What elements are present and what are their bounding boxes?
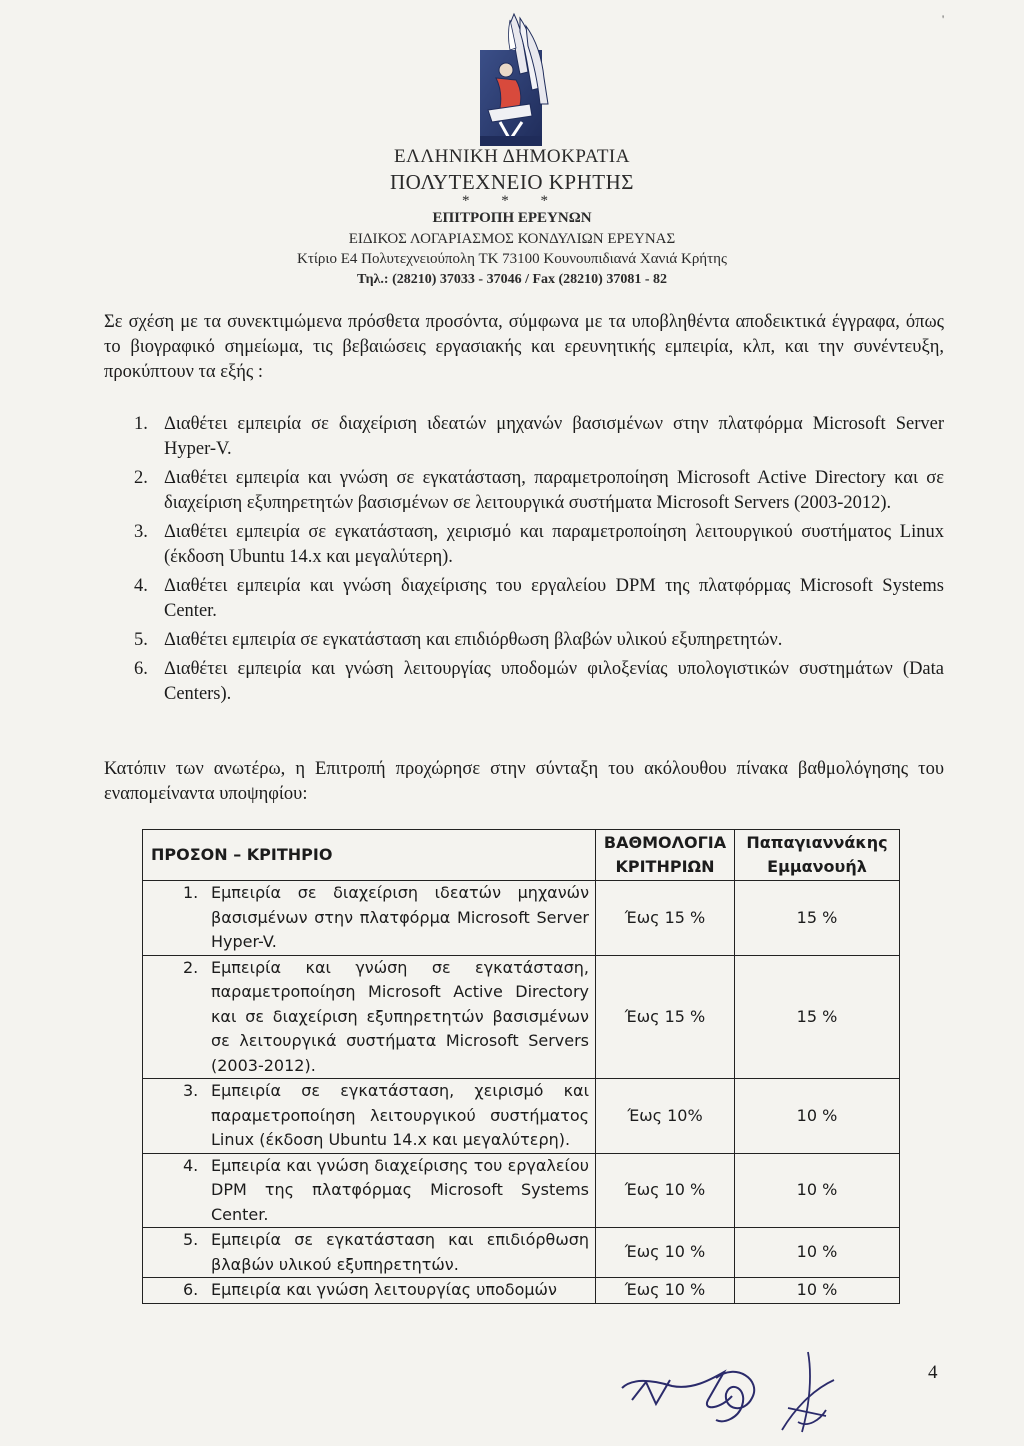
criterion-text: Εμπειρία και γνώση σε εγκατάσταση, παραμετροποίηση Microsoft Active Directory και σε διαχείριση εξυπηρετητών βασισμένων σε λειτουργικά συστήματα Microsoft Servers (2003-2012). — [211, 957, 589, 1075]
table-row — [143, 1228, 900, 1278]
candidate-score-cell: 10 % — [735, 1228, 900, 1278]
list-item — [104, 520, 944, 570]
findings-list — [104, 412, 944, 711]
list-item-number: 4. — [134, 576, 148, 596]
intro-paragraph: Σε σχέση με τα συνεκτιμώμενα πρόσθετα προσόντα, σύμφωνα με τα υποβληθέντα αποδεικτικά έγγραφα, όπως το βιογραφικό σημείωμα, τις βεβαιώσεις εργασιακής και ερευνητικής εμπειρία, κλπ, και την συνέντευξη, προκύπτουν τα εξής : — [104, 312, 944, 382]
list-item-number: 6. — [134, 659, 148, 679]
criterion-cell — [143, 1278, 596, 1304]
header-stars: * * * — [462, 193, 562, 209]
list-item — [104, 466, 944, 516]
header-address: Κτίριο Ε4 Πολυτεχνειούπολη ΤΚ 73100 Κουνουπιδιανά Χανιά Κρήτης — [297, 251, 727, 267]
university-seal-icon — [466, 12, 558, 147]
table-row — [143, 1079, 900, 1154]
max-score-cell: Έως 10 % — [596, 1228, 735, 1278]
column-header-candidate: Παπαγιαννάκης Εμμανουήλ — [735, 830, 900, 881]
max-score-cell: Έως 10 % — [596, 1278, 735, 1304]
criterion-number: 5. — [183, 1230, 199, 1249]
column-header-max: ΒΑΘΜΟΛΟΓΙΑ ΚΡΙΤΗΡΙΩΝ — [596, 830, 735, 881]
criterion-cell — [143, 881, 596, 956]
list-item-number: 1. — [134, 414, 148, 434]
scoring-table — [142, 829, 900, 1304]
criterion-number: 3. — [183, 1081, 199, 1100]
criterion-number: 1. — [183, 883, 199, 902]
table-row — [143, 881, 900, 956]
list-item-text: Διαθέτει εμπειρία σε εγκατάσταση, χειρισμό και παραμετροποίηση λειτουργικού συστήματος Linux (έκδοση Ubuntu 14.x και μεγαλύτερη). — [164, 522, 944, 567]
criterion-text: Εμπειρία σε διαχείριση ιδεατών μηχανών βασισμένων στην πλατφόρμα Microsoft Server Hyper-V. — [211, 883, 589, 951]
criterion-number: 2. — [183, 957, 199, 977]
header-committee: ΕΠΙΤΡΟΠΗ ΕΡΕΥΝΩΝ — [432, 210, 592, 226]
table-row — [143, 955, 900, 1079]
outro-paragraph: Κατόπιν των ανωτέρω, η Επιτροπή προχώρησε στην σύνταξη του ακόλουθου πίνακα βαθμολόγησης του εναπομείναντα υποψηφίου: — [104, 759, 944, 804]
table-header-row — [143, 830, 900, 881]
candidate-score-cell: 10 % — [735, 1278, 900, 1304]
criterion-cell — [143, 1153, 596, 1228]
criterion-text: Εμπειρία και γνώση λειτουργίας υποδομών — [211, 1280, 557, 1299]
list-item — [104, 657, 944, 707]
header-account: ΕΙΔΙΚΟΣ ΛΟΓΑΡΙΑΣΜΟΣ ΚΟΝΔΥΛΙΩΝ ΕΡΕΥΝΑΣ — [348, 231, 676, 247]
criterion-cell — [143, 1228, 596, 1278]
criterion-cell — [143, 955, 596, 1079]
list-item-text: Διαθέτει εμπειρία και γνώση σε εγκατάσταση, παραμετροποίηση Microsoft Active Directory και σε διαχείριση εξυπηρετητών βασισμένων σε λειτουργικά συστήματα Microsoft Servers (2003-2012). — [164, 468, 944, 513]
list-item-text: Διαθέτει εμπειρία σε διαχείριση ιδεατών μηχανών βασισμένων στην πλατφόρμα Microsoft Server Hyper-V. — [164, 414, 944, 459]
list-item-text: Διαθέτει εμπειρία και γνώση διαχείρισης του εργαλείου DPM της πλατφόρμας Microsoft Systems Center. — [164, 576, 944, 621]
list-item-number: 5. — [134, 630, 148, 650]
table-row — [143, 1153, 900, 1228]
header-university: ΠΟΛΥΤΕΧΝΕΙΟ ΚΡΗΤΗΣ — [390, 170, 634, 194]
criterion-number: 4. — [183, 1155, 199, 1175]
table-row — [143, 1278, 900, 1304]
list-item — [104, 412, 944, 462]
max-score-cell: Έως 10 % — [596, 1153, 735, 1228]
candidate-score-cell: 15 % — [735, 881, 900, 956]
list-item — [104, 574, 944, 624]
list-item-number: 2. — [134, 468, 148, 488]
handwritten-signatures — [612, 1350, 852, 1440]
max-score-cell: Έως 15 % — [596, 955, 735, 1079]
column-header-criterion: ΠΡΟΣΟΝ – ΚΡΙΤΗΡΙΟ — [143, 830, 596, 881]
candidate-score-cell: 10 % — [735, 1153, 900, 1228]
list-item-text: Διαθέτει εμπειρία και γνώση λειτουργίας υποδομών φιλοξενίας υπολογιστικών συστημάτων (Data Centers). — [164, 659, 944, 704]
criterion-number: 6. — [183, 1280, 199, 1299]
corner-mark: ' — [942, 12, 945, 26]
criterion-text: Εμπειρία σε εγκατάσταση και επιδιόρθωση βλαβών υλικού εξυπηρετητών. — [211, 1230, 589, 1274]
max-score-cell: Έως 10% — [596, 1079, 735, 1154]
page-number: 4 — [928, 1362, 938, 1383]
header-country: ΕΛΛΗΝΙΚΗ ΔΗΜΟΚΡΑΤΙΑ — [394, 146, 630, 167]
criterion-text: Εμπειρία και γνώση διαχείρισης του εργαλείου DPM της πλατφόρμας Microsoft Systems Center. — [211, 1155, 589, 1224]
list-item — [104, 628, 944, 653]
criterion-text: Εμπειρία σε εγκατάσταση, χειρισμό και παραμετροποίηση λειτουργικού συστήματος Linux (έκδοση Ubuntu 14.x και μεγαλύτερη). — [211, 1081, 589, 1149]
candidate-score-cell: 10 % — [735, 1079, 900, 1154]
header-phone: Τηλ.: (28210) 37033 - 37046 / Fax (28210) 37081 - 82 — [356, 272, 668, 287]
candidate-score-cell: 15 % — [735, 955, 900, 1079]
criterion-cell — [143, 1079, 596, 1154]
max-score-cell: Έως 15 % — [596, 881, 735, 956]
list-item-number: 3. — [134, 522, 148, 542]
list-item-text: Διαθέτει εμπειρία σε εγκατάσταση και επιδιόρθωση βλαβών υλικού εξυπηρετητών. — [164, 630, 783, 650]
